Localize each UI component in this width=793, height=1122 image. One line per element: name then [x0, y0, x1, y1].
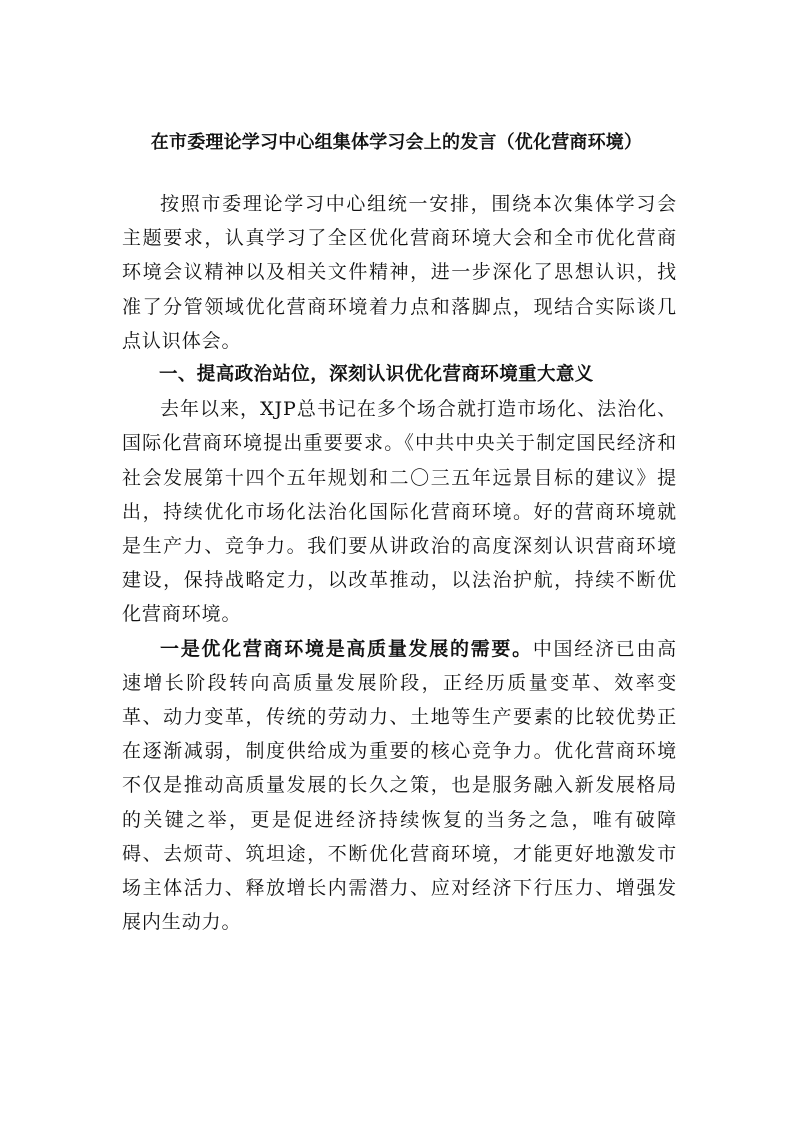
document-title: 在市委理论学习中心组集体学习会上的发言（优化营商环境） — [150, 132, 643, 153]
intro-paragraph: 按照市委理论学习中心组统一安排，围绕本次集体学习会主题要求，认真学习了全区优化营商环境大会和全市优化营商环境会议精神以及相关文件精神，进一步深化了思想认识，找准了分管领域优化营商环境着力点和落脚点，现结合实际谈几点认识体会。 — [122, 193, 677, 352]
point-paragraph — [122, 632, 677, 940]
document-body — [122, 187, 677, 939]
section-heading: 一、提高政治站位，深刻认识优化营商环境重大意义 — [159, 364, 594, 386]
point-body: 中国经济已由高速增长阶段转向高质量发展阶段，正经历质量变革、效率变革、动力变革，传统的劳动力、土地等生产要素的比较优势正在逐渐减弱，制度供给成为重要的核心竞争力。优化营商环境不仅是推动高质量发展的长久之策，也是服务融入新发展格局的关键之举，更是促进经济持续恢复的当务之急，唯有破障碍、去烦苛、筑坦途，不断优化营商环境，才能更好地激发市场主体活力、释放增长内需潜力、应对经济下行压力、增强发展内生动力。 — [122, 637, 677, 934]
section-paragraph: 去年以来，XJP总书记在多个场合就打造市场化、法治化、国际化营商环境提出重要要求。《中共中央关于制定国民经济和社会发展第十四个五年规划和二〇三五年远景目标的建议》提出，持续优化市场化法治化国际化营商环境。好的营商环境就是生产力、竞争力。我们要从讲政治的高度深刻认识营商环境建设，保持战略定力，以改革推动，以法治护航，持续不断优化营商环境。 — [122, 398, 677, 626]
point-lead: 一是优化营商环境是高质量发展的需要。 — [160, 637, 533, 660]
